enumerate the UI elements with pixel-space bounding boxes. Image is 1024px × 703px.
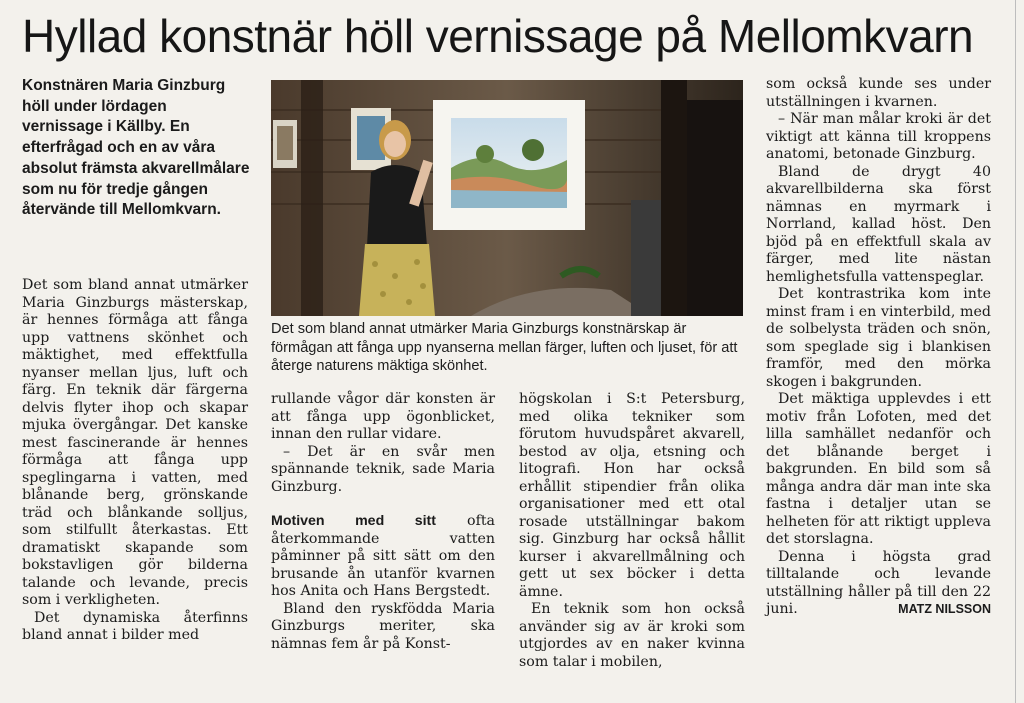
column-rule <box>1015 0 1016 703</box>
paragraph: Det kontrastrika kom inte minst fram i en vinterbild, med de solbelysta träden och snön, som speglade sig i blankisen framför, med den mörka skogen i bakgrunden. <box>766 286 991 390</box>
paragraph-text: Denna i högsta grad tilltalande och levande utställning håller på till den 22 juni. <box>766 548 991 617</box>
byline: MATZ NILSSON <box>898 602 991 616</box>
paragraph: Det som bland annat utmärker Maria Ginzburgs mästerskap, är hennes förmåga att fånga upp vattnens skönhet och mäktighet, med effektfulla nyanser mellan ljus, luft och färg. En teknik där färgerna delvis flyter ihop och skapar mjuka övergångar. Det kanske mest fascinerande är hennes förmåga att fånga upp speglingarna i vatten, med blånande berg, grönskande träd och blånkande solljus, som stilfullt återkastas. Ett dramatiskt skapande som bokstavligen gör bilderna talande och levande, precis som i verkligheten. <box>22 277 248 608</box>
photo-caption: Det som bland annat utmärker Maria Ginzburgs konstnärskap är förmågan att fånga upp nyanserna mellan färger, luften och ljuset, för att återge naturens mäktiga skönhet. <box>271 321 738 374</box>
paragraph-with-subhead <box>271 513 495 601</box>
paragraph: högskolan i S:t Petersburg, med olika tekniker som förutom huvudspåret akvarell, bestod av olja, etsning och litografi. Hon har också erhållit stipendier från olika organisationer med ett otal rosade utställningar bakom sig. Ginzburg har också hållit kurser i akvarellmålning och gett ut sex böcker i detta ämne. <box>519 391 745 600</box>
body-column-3 <box>519 391 745 671</box>
article-photo <box>271 80 743 316</box>
paragraph <box>766 549 991 619</box>
paragraph: som också kunde ses under utställningen i kvarnen. <box>766 76 991 110</box>
paragraph: Bland de drygt 40 akvarellbilderna ska först nämnas en myrmark i Norrland, kallad höst. Den bjöd på en effektfull skala av färger, med lite nästan hemlighetsfulla vattenspeglar. <box>766 163 991 285</box>
paragraph: Det mäktiga upplevdes i ett motiv från Lofoten, med det lilla samhället nedanför och det blånande berget i bakgrunden. En bild som så många andra där man inte ska fastna i detaljer utan se helheten för att riktigt uppleva det storslagna. <box>766 391 991 547</box>
paragraph: En teknik som hon också använder sig av är kroki som utgjordes av en naker kvinna som talar i mobilen, <box>519 601 745 670</box>
headline: Hyllad konstnär höll vernissage på Mellomkvarn <box>22 10 974 62</box>
subhead: Motiven med sitt <box>271 513 436 529</box>
body-column-2 <box>271 391 495 653</box>
paragraph: – När man målar kroki är det viktigt att känna till kroppens anatomi, betonade Ginzburg. <box>766 111 991 162</box>
body-column-4 <box>766 76 991 619</box>
paragraph: Det dynamiska återfinns bland annat i bilder med <box>22 609 248 643</box>
paragraph: – Det är en svår men spännande teknik, sade Maria Ginzburg. <box>271 443 495 495</box>
body-column-1 <box>22 277 248 645</box>
paragraph-text: ofta återkommande vatten påminner på sitt sätt om den brusande ån utanför kvarnen hos Anita och Hans Bergstedt. <box>271 513 495 599</box>
photo-artist-with-painting <box>271 80 743 316</box>
lead-paragraph: Konstnären Maria Ginzburg höll under lördagen vernissage i Källby. En efterfrågad och en av våra absolut främsta akvarellmålare som nu för tredje gången återvände till Mellomkvarn. <box>22 77 250 219</box>
paragraph: Bland den ryskfödda Maria Ginzburgs meriter, ska nämnas fem år på Konst- <box>271 600 495 652</box>
paragraph: rullande vågor där konsten är att fånga upp ögonblicket, innan den rullar vidare. <box>271 391 495 442</box>
